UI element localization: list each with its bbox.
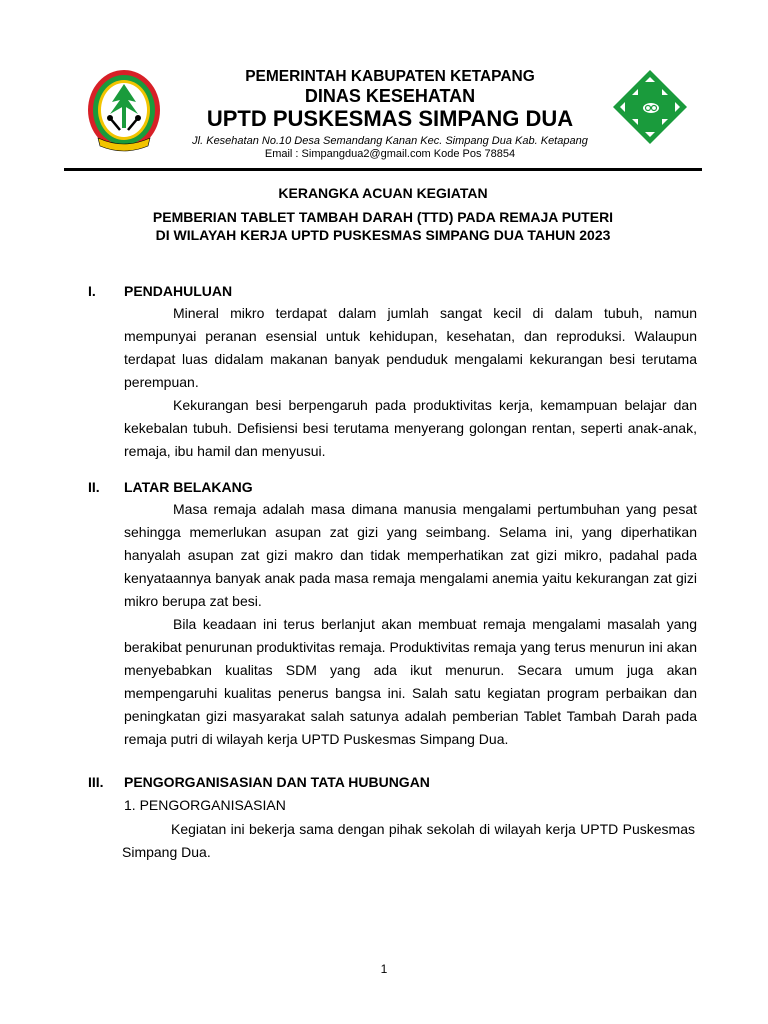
section-heading-pengorganisasian: PENGORGANISASIAN DAN TATA HUBUNGAN — [124, 774, 430, 790]
paragraph-text: Mineral mikro terdapat dalam jumlah sangat kecil di dalam tubuh, namun mempunyai peranan esensial untuk kehidupan, kesehatan, dan reproduksi. Walaupun terdapat luas didalam makanan banyak penduduk mengalami kekurangan besi terutama perempuan. — [124, 305, 697, 390]
section-number: I. — [88, 283, 96, 299]
ketapang-regency-emblem-icon — [86, 68, 162, 156]
subtitle-line-2: DI WILAYAH KERJA UPTD PUSKESMAS SIMPANG DUA TAHUN 2023 — [155, 227, 611, 243]
section-number: II. — [88, 479, 100, 495]
paragraph-text: Masa remaja adalah masa dimana manusia mengalami pertumbuhan yang pesat sehingga memerlukan asupan zat gizi yang seimbang. Selama ini, yang diperhatikan hanyalah asupan zat gizi makro dan tidak memperhatikan zat gizi mikro, padahal pada kenyataannya banyak anak pada masa remaja mengalami anemia yaitu kekurangan zat gizi mikro berupa zat besi. — [124, 501, 697, 609]
subsection-heading: 1. PENGORGANISASIAN — [124, 797, 286, 813]
paragraph-text: Kekurangan besi berpengaruh pada produktivitas kerja, kemampuan belajar dan kekebalan tubuh. Defisiensi besi terutama menyerang golongan rentan, seperti anak-anak, remaja, ibu hamil dan menyusui. — [124, 397, 697, 459]
letterhead-address: Jl. Kesehatan No.10 Desa Semandang Kanan Kec. Simpang Dua Kab. Ketapang — [192, 135, 588, 147]
letterhead-government: PEMERINTAH KABUPATEN KETAPANG — [245, 68, 535, 85]
section-paragraph — [124, 498, 697, 751]
letterhead-institution: UPTD PUSKESMAS SIMPANG DUA — [206, 106, 574, 131]
document-title: KERANGKA ACUAN KEGIATAN — [278, 185, 488, 201]
paragraph-text: Kegiatan ini bekerja sama dengan pihak sekolah di wilayah kerja UPTD Puskesmas Simpang Dua. — [122, 821, 695, 860]
subtitle-line-1: PEMBERIAN TABLET TAMBAH DARAH (TTD) PADA REMAJA PUTERI — [152, 209, 614, 225]
puskesmas-green-cross-logo-icon — [611, 68, 689, 146]
document-subtitle — [64, 208, 702, 244]
letterhead — [172, 68, 608, 161]
section-heading-latar-belakang: LATAR BELAKANG — [124, 479, 253, 495]
section-paragraph — [122, 818, 695, 864]
page-number: 1 — [380, 962, 388, 976]
header-divider — [64, 168, 702, 171]
section-paragraph — [124, 302, 697, 463]
letterhead-department: DINAS KESEHATAN — [304, 86, 476, 106]
section-number: III. — [88, 774, 104, 790]
paragraph-text: Bila keadaan ini terus berlanjut akan membuat remaja mengalami masalah yang berakibat penurunan produktivitas remaja. Produktivitas remaja yang terus menurun ini akan menyebabkan kualitas SDM yang ada ikut menurun. Secara umum juga akan mempengaruhi kualitas penerus bangsa ini. Salah satu kegiatan program perbaikan dan peningkatan gizi masyarakat salah satunya adalah pemberian Tablet Tambah Darah pada remaja putri di wilayah kerja UPTD Puskesmas Simpang Dua. — [124, 616, 697, 747]
section-heading-pendahuluan: PENDAHULUAN — [124, 283, 233, 299]
letterhead-email: Email : Simpangdua2@gmail.com Kode Pos 78854 — [264, 148, 516, 160]
